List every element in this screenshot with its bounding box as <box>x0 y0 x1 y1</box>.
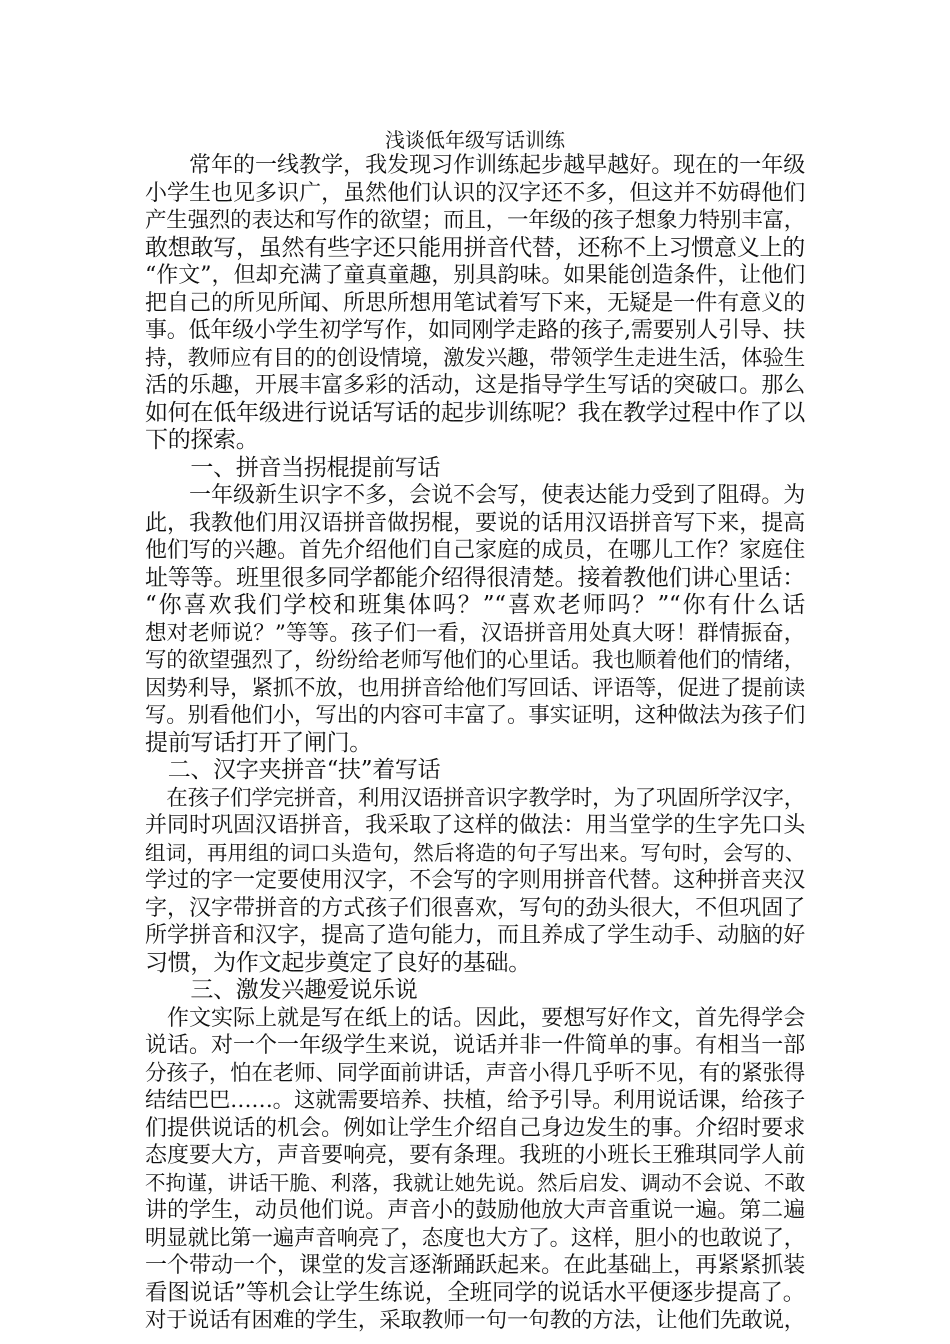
text-line: 看图说话”等机会让学生练说，全班同学的说话水平便逐步提高了。 <box>145 1279 805 1306</box>
document-body <box>145 152 805 1335</box>
text-line: 下的探索。 <box>145 427 259 453</box>
text-line: 说话。对一个一年级学生来说，说话并非一件简单的事。有相当一部 <box>145 1033 805 1058</box>
text-line: 明显就比第一遍声音响亮了，态度也大方了。这样，胆小的也敢说了， <box>145 1225 805 1251</box>
text-line: 不拘谨，讲话干脆、利落，我就让她先说。然后启发、调动不会说、不敢 <box>145 1170 805 1195</box>
text-line: 学过的字一定要使用汉字，不会写的字则用拼音代替。这种拼音夹汉 <box>145 868 805 893</box>
text-line: 小学生也见多识广，虽然他们认识的汉字还不多，但这并不妨碍他们 <box>145 180 805 206</box>
text-line: 活的乐趣，开展丰富多彩的活动，这是指导学生写话的突破口。那么 <box>145 373 805 398</box>
text-line: 态度要大方，声音要响亮，要有条理。我班的小班长王雅琪同学人前 <box>145 1143 805 1168</box>
text-line: “作文”，但却充满了童真童趣，别具韵味。如果能创造条件，让他们 <box>145 263 805 288</box>
text-line: 字，汉字带拼音的方式孩子们很喜欢，写句的劲头很大，不但巩固了 <box>145 895 805 921</box>
section-heading: 三、激发兴趣爱说乐说 <box>145 977 418 1003</box>
text-line: 敢想敢写，虽然有些字还只能用拼音代替，还称不上习惯意义上的 <box>145 234 805 261</box>
text-line: 因势利导，紧抓不放，也用拼音给他们写回话、评语等，促进了提前读 <box>145 675 805 701</box>
text-line: 们提供说话的机会。例如让学生介绍自己身边发生的事。介绍时要求 <box>145 1115 805 1141</box>
text-line: 所学拼音和汉字，提高了造句能力，而且养成了学生动手、动脑的好 <box>145 923 805 948</box>
document-title: 浅谈低年级写话训练 <box>385 128 565 152</box>
text-line: 在孩子们学完拼音，利用汉语拼音识字教学时，为了巩固所学汉字， <box>145 785 805 811</box>
text-line: 一年级新生识字不多，会说不会写，使表达能力受到了阻碍。为 <box>145 483 805 508</box>
text-line: 组词，再用组的词口头造句，然后将造的句子写出来。写句时，会写的、 <box>145 840 805 865</box>
text-line: 产生强烈的表达和写作的欲望；而且，一年级的孩子想象力特别丰富， <box>145 208 805 233</box>
section-heading: 一、拼音当拐棍提前写话 <box>145 454 441 481</box>
text-line: 结结巴巴……。这就需要培养、扶植，给予引导。利用说话课，给孩子 <box>145 1088 805 1113</box>
text-line: 如何在低年级进行说话写话的起步训练呢？我在教学过程中作了以 <box>145 399 805 426</box>
text-line: 对于说话有困难的学生，采取教师一句一句教的方法，让他们先敢说， <box>145 1308 805 1333</box>
text-line: 址等等。班里很多同学都能介绍得很清楚。接着教他们讲心里话： <box>145 564 805 591</box>
text-line: 提前写话打开了闸门。 <box>145 729 373 756</box>
text-line: 一个带动一个，课堂的发言逐渐踊跃起来。在此基础上，再紧紧抓装 <box>145 1253 805 1278</box>
text-line: 写的欲望强烈了，纷纷给老师写他们的心里话。我也顺着他们的情绪， <box>145 648 805 673</box>
section-heading: 二、汉字夹拼音“扶”着写话 <box>145 757 441 783</box>
text-line: 常年的一线教学，我发现习作训练起步越早越好。现在的一年级 <box>145 153 805 178</box>
text-line: 写。别看他们小，写出的内容可丰富了。事实证明，这种做法为孩子们 <box>145 703 805 728</box>
text-line: 分孩子，怕在老师、同学面前讲话，声音小得几乎听不见，有的紧张得 <box>145 1060 805 1086</box>
text-line: “你喜欢我们学校和班集体吗？”“喜欢老师吗？”“你有什么话 <box>145 592 805 618</box>
text-line: 此，我教他们用汉语拼音做拐棍，要说的话用汉语拼音写下来，提高 <box>145 510 805 536</box>
text-line: 事。低年级小学生初学写作，如同刚学走路的孩子,需要别人引导、扶 <box>145 318 805 343</box>
text-line: 作文实际上就是写在纸上的话。因此，要想写好作文，首先得学会 <box>145 1005 805 1031</box>
text-line: 他们写的兴趣。首先介绍他们自己家庭的成员，在哪儿工作？家庭住 <box>145 538 805 563</box>
text-line: 想对老师说？”等等。孩子们一看，汉语拼音用处真大呀！群情振奋， <box>145 620 805 646</box>
text-line: 讲的学生，动员他们说。声音小的鼓励他放大声音重说一遍。第二遍 <box>145 1198 805 1223</box>
text-line: 把自己的所见所闻、所思所想用笔试着写下来，无疑是一件有意义的 <box>145 290 805 316</box>
text-line: 并同时巩固汉语拼音，我采取了这样的做法：用当堂学的生字先口头 <box>145 813 805 838</box>
text-line: 持，教师应有目的的创设情境，激发兴趣，带领学生走进生活，体验生 <box>145 345 805 371</box>
text-line: 习惯，为作文起步奠定了良好的基础。 <box>145 949 531 976</box>
